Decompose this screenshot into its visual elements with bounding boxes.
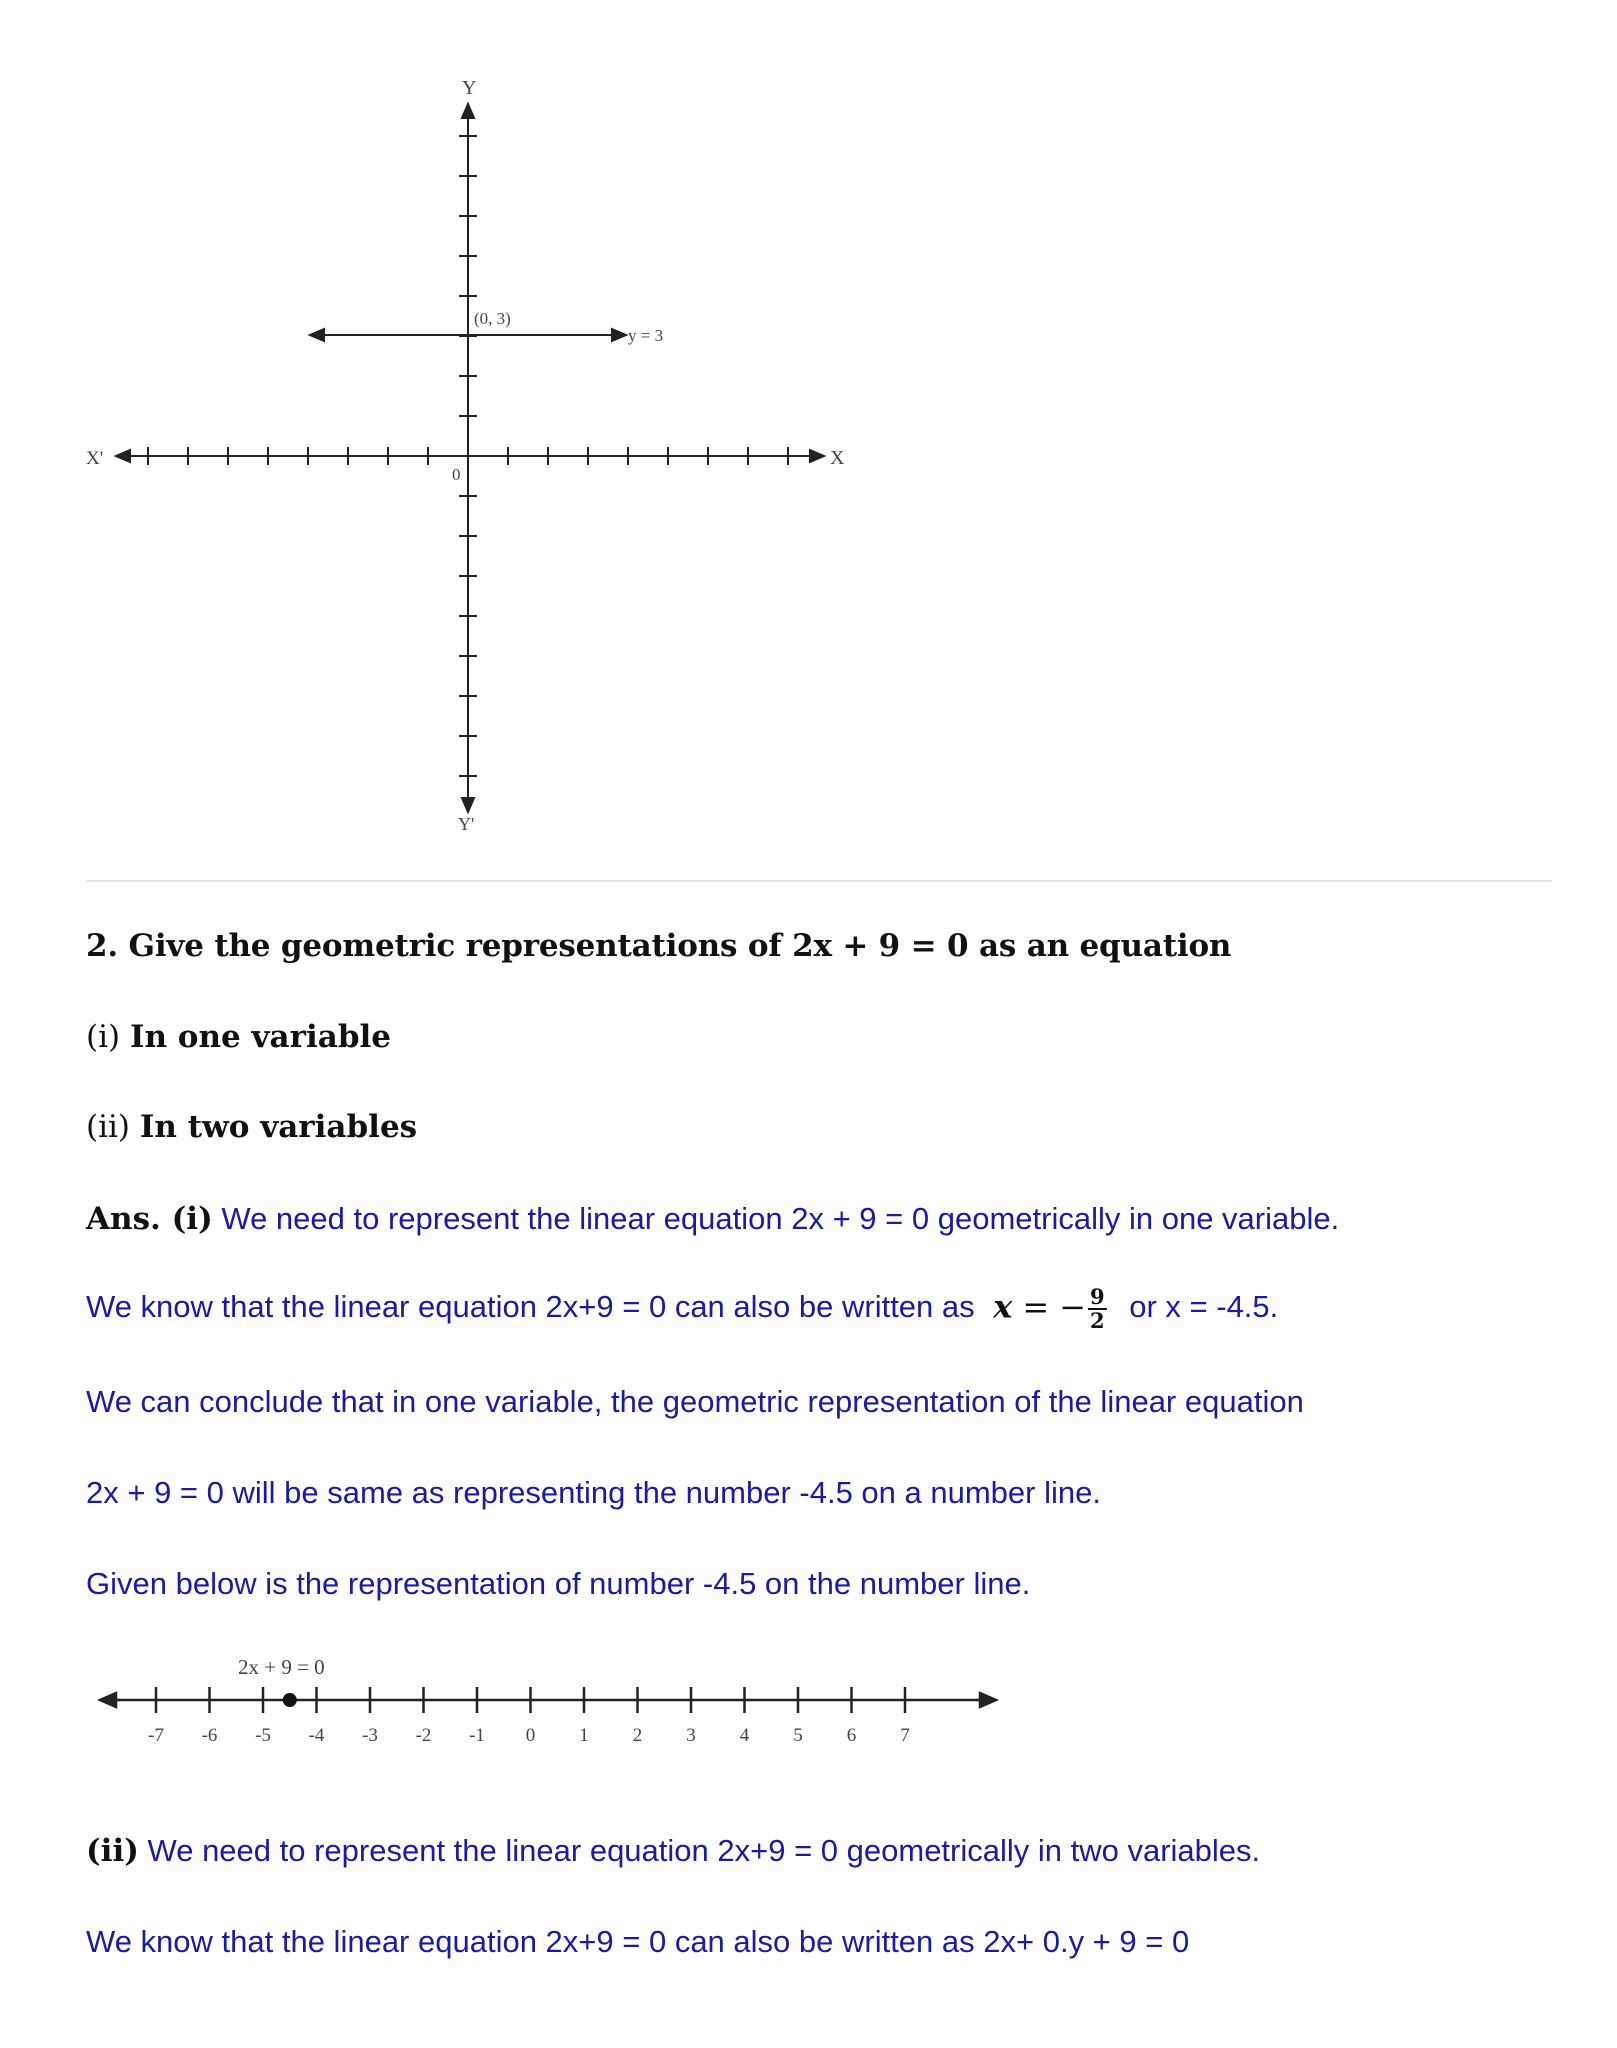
- fraction-numerator: 9: [1089, 1284, 1105, 1309]
- number-line-tick-label: 5: [793, 1725, 803, 1746]
- answer-line-7: We know that the linear equation 2x+9 = 0 can also be written as 2x+ 0.y + 9 = 0: [86, 1924, 1190, 1959]
- y-axis-arrow-down: [462, 798, 474, 812]
- math-fraction: [1088, 1286, 1107, 1332]
- y-prime-axis-label: Y': [458, 814, 475, 834]
- y-axis-label: Y: [462, 77, 477, 99]
- question-part-i: [86, 1017, 391, 1057]
- part-i-prefix: (i): [86, 1019, 121, 1055]
- number-line-tick-label: 7: [900, 1725, 910, 1746]
- number-line-tick-label: -2: [415, 1725, 432, 1746]
- number-line-tick-label: -5: [255, 1725, 271, 1746]
- question-part-ii: [86, 1107, 417, 1147]
- number-line-tick-label: 6: [846, 1725, 857, 1746]
- number-line-arrow-left: [100, 1693, 116, 1707]
- number-line-equation-label: 2x + 9 = 0: [238, 1655, 325, 1679]
- math-minus: −: [1059, 1287, 1086, 1326]
- line-arrow-right: [612, 329, 626, 341]
- answer-line-2: [86, 1286, 1278, 1332]
- part-ii-text: In two variables: [139, 1109, 418, 1145]
- y-axis-arrow-up: [462, 104, 474, 118]
- part-ii-prefix: (ii): [86, 1109, 131, 1145]
- number-line-arrow-right: [980, 1693, 996, 1707]
- answer-line-2-prefix: We know that the linear equation 2x+9 = 0 can also be written as: [86, 1289, 975, 1325]
- math-expression: [993, 1286, 1106, 1332]
- answer-label: Ans. (i): [86, 1201, 213, 1237]
- math-variable-x: x: [993, 1287, 1013, 1326]
- answer-part-ii-label: (ii): [86, 1833, 139, 1869]
- answer-line-3: We can conclude that in one variable, the geometric representation of the linear equation: [86, 1384, 1304, 1419]
- answer-line-6-text: We need to represent the linear equation 2x+9 = 0 geometrically in two variables.: [147, 1833, 1261, 1868]
- answer-line-5: Given below is the representation of number -4.5 on the number line.: [86, 1566, 1031, 1601]
- x-axis-label: X: [830, 447, 845, 469]
- origin-label: 0: [452, 465, 461, 484]
- coordinate-graph-y-equals-3: [0, 0, 880, 850]
- point-label: (0, 3): [474, 309, 511, 328]
- number-line-tick-label: 3: [686, 1725, 696, 1746]
- number-line-point-marker: [283, 1693, 297, 1707]
- x-axis-arrow-right: [810, 450, 824, 462]
- number-line-tick-label: -3: [362, 1725, 378, 1746]
- line-arrow-left: [310, 329, 324, 341]
- answer-line-4: 2x + 9 = 0 will be same as representing the number -4.5 on a number line.: [86, 1475, 1101, 1510]
- number-line-tick-label: 2: [632, 1725, 643, 1746]
- answer-line-1: [86, 1199, 1339, 1239]
- number-line-tick-label: -7: [148, 1725, 164, 1746]
- number-line-tick-label: -1: [469, 1725, 485, 1746]
- number-line-tick-label: 4: [739, 1725, 750, 1746]
- line-label: y = 3: [628, 326, 664, 345]
- number-line-tick-label: 1: [579, 1725, 589, 1746]
- number-line-tick-label: -4: [308, 1725, 325, 1746]
- question-title: 2. Give the geometric representations of 2x + 9 = 0 as an equation: [86, 928, 1232, 964]
- answer-line-1-text: We need to represent the linear equation 2x + 9 = 0 geometrically in one variable.: [221, 1201, 1340, 1236]
- part-i-text: In one variable: [129, 1019, 392, 1055]
- math-equals: =: [1022, 1287, 1050, 1326]
- x-prime-axis-label: X': [86, 448, 104, 469]
- answer-line-2-suffix: or x = -4.5.: [1129, 1289, 1279, 1325]
- section-divider: [86, 880, 1552, 882]
- number-line-figure: [0, 1640, 1040, 1770]
- x-axis-arrow-left: [116, 450, 130, 462]
- fraction-denominator: 2: [1089, 1308, 1105, 1333]
- number-line-tick-label: 0: [525, 1725, 536, 1746]
- number-line-tick-label: -6: [201, 1725, 218, 1746]
- answer-part-ii-line: [86, 1831, 1260, 1871]
